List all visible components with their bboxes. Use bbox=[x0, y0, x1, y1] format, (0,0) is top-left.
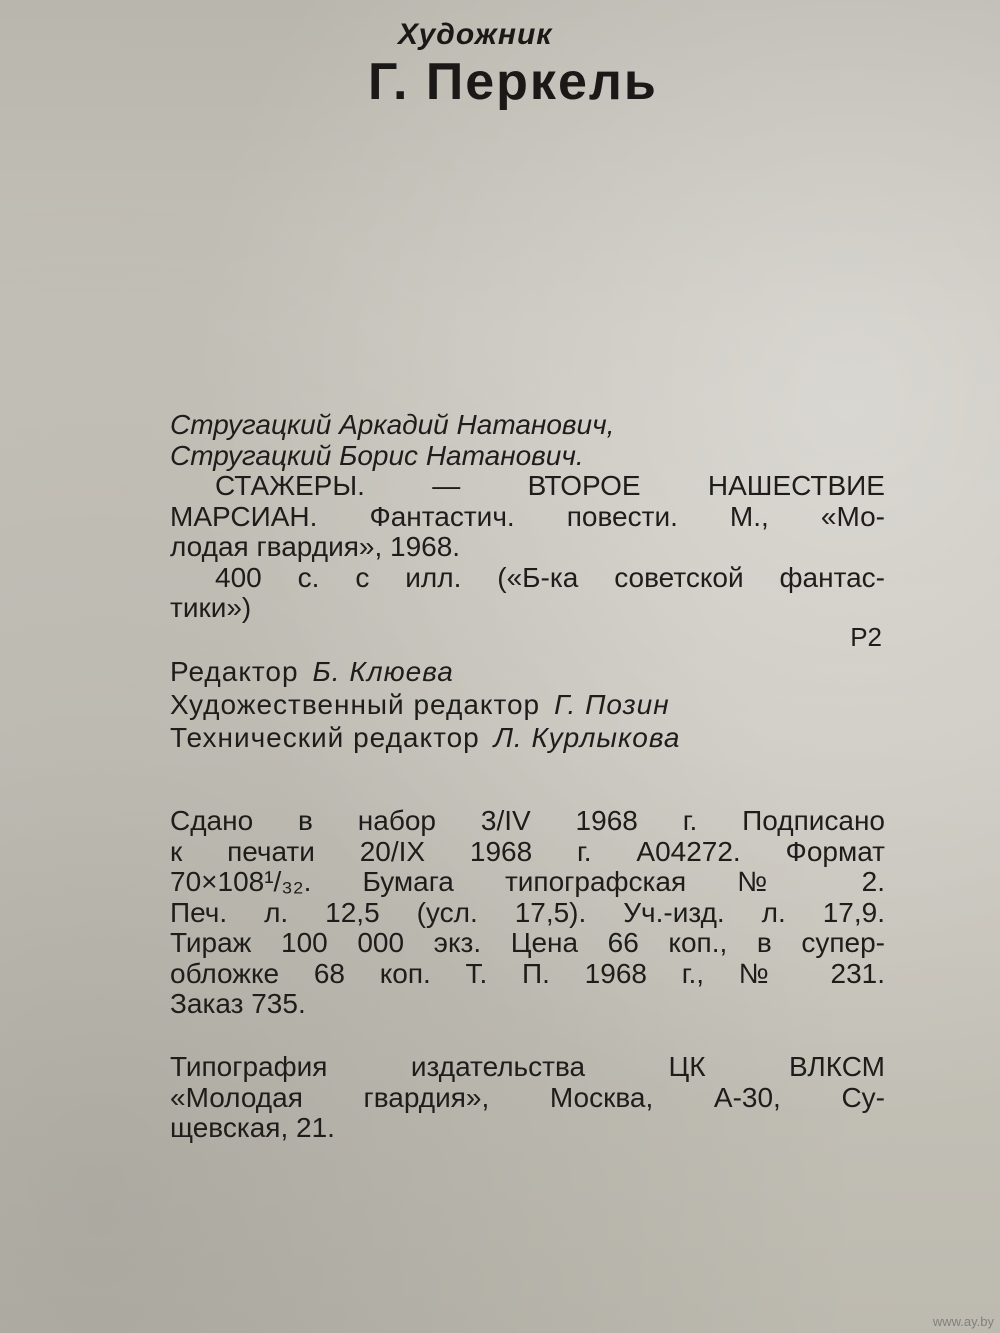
editor-role: Технический редактор bbox=[170, 722, 480, 753]
editor-row bbox=[170, 688, 680, 721]
printer-line-1: Типография издательства ЦК ВЛКСМ bbox=[170, 1051, 885, 1082]
author-boris: Стругацкий Борис Натанович. bbox=[170, 439, 584, 471]
catalog-code: Р2 bbox=[850, 622, 882, 652]
pages-line-2: тики») bbox=[170, 592, 252, 623]
title-line-1: СТАЖЕРЫ. — ВТОРОЕ НАШЕСТВИЕ bbox=[215, 470, 885, 501]
editor-name: Б. Клюева bbox=[312, 656, 454, 687]
print-line-5: Тираж 100 000 экз. Цена 66 коп., в супер- bbox=[170, 927, 885, 958]
editors-list bbox=[170, 655, 680, 754]
author-arkady: Стругацкий Аркадий Натанович, bbox=[170, 409, 615, 440]
editor-name: Г. Позин bbox=[554, 689, 670, 720]
editor-role: Художественный редактор bbox=[170, 689, 541, 720]
pages-line-1: 400 с. с илл. («Б-ка советской фантас- bbox=[215, 561, 885, 593]
title-line-3: лодая гвардия», 1968. bbox=[170, 531, 461, 562]
printer-line-3: щевская, 21. bbox=[170, 1112, 335, 1143]
printer-line-2: «Молодая гвардия», Москва, А-30, Су- bbox=[170, 1081, 885, 1113]
print-line-3: 70×108¹/₃₂. Бумага типографская № 2. bbox=[170, 866, 885, 897]
artist-label: Художник bbox=[398, 18, 553, 51]
print-line-2: к печати 20/IX 1968 г. А04272. Формат bbox=[170, 835, 885, 867]
artist-name: Г. Перкель bbox=[368, 53, 658, 111]
print-line-4: Печ. л. 12,5 (усл. 17,5). Уч.-изд. л. 17,9. bbox=[170, 896, 885, 928]
title-line-2: МАРСИАН. Фантастич. повести. М., «Мо- bbox=[170, 500, 885, 532]
editor-row bbox=[170, 655, 680, 688]
print-line-7: Заказ 735. bbox=[170, 988, 306, 1019]
print-details bbox=[170, 806, 885, 1020]
bibliographic-record bbox=[170, 410, 885, 624]
editor-name: Л. Курлыкова bbox=[493, 722, 681, 753]
editor-row bbox=[170, 721, 680, 754]
printer-info bbox=[170, 1052, 885, 1144]
print-line-6: обложке 68 коп. Т. П. 1968 г., № 231. bbox=[170, 957, 885, 989]
print-line-1: Сдано в набор 3/IV 1968 г. Подписано bbox=[170, 805, 885, 836]
watermark-text: www.ay.by bbox=[932, 1314, 994, 1329]
editor-role: Редактор bbox=[170, 656, 299, 687]
